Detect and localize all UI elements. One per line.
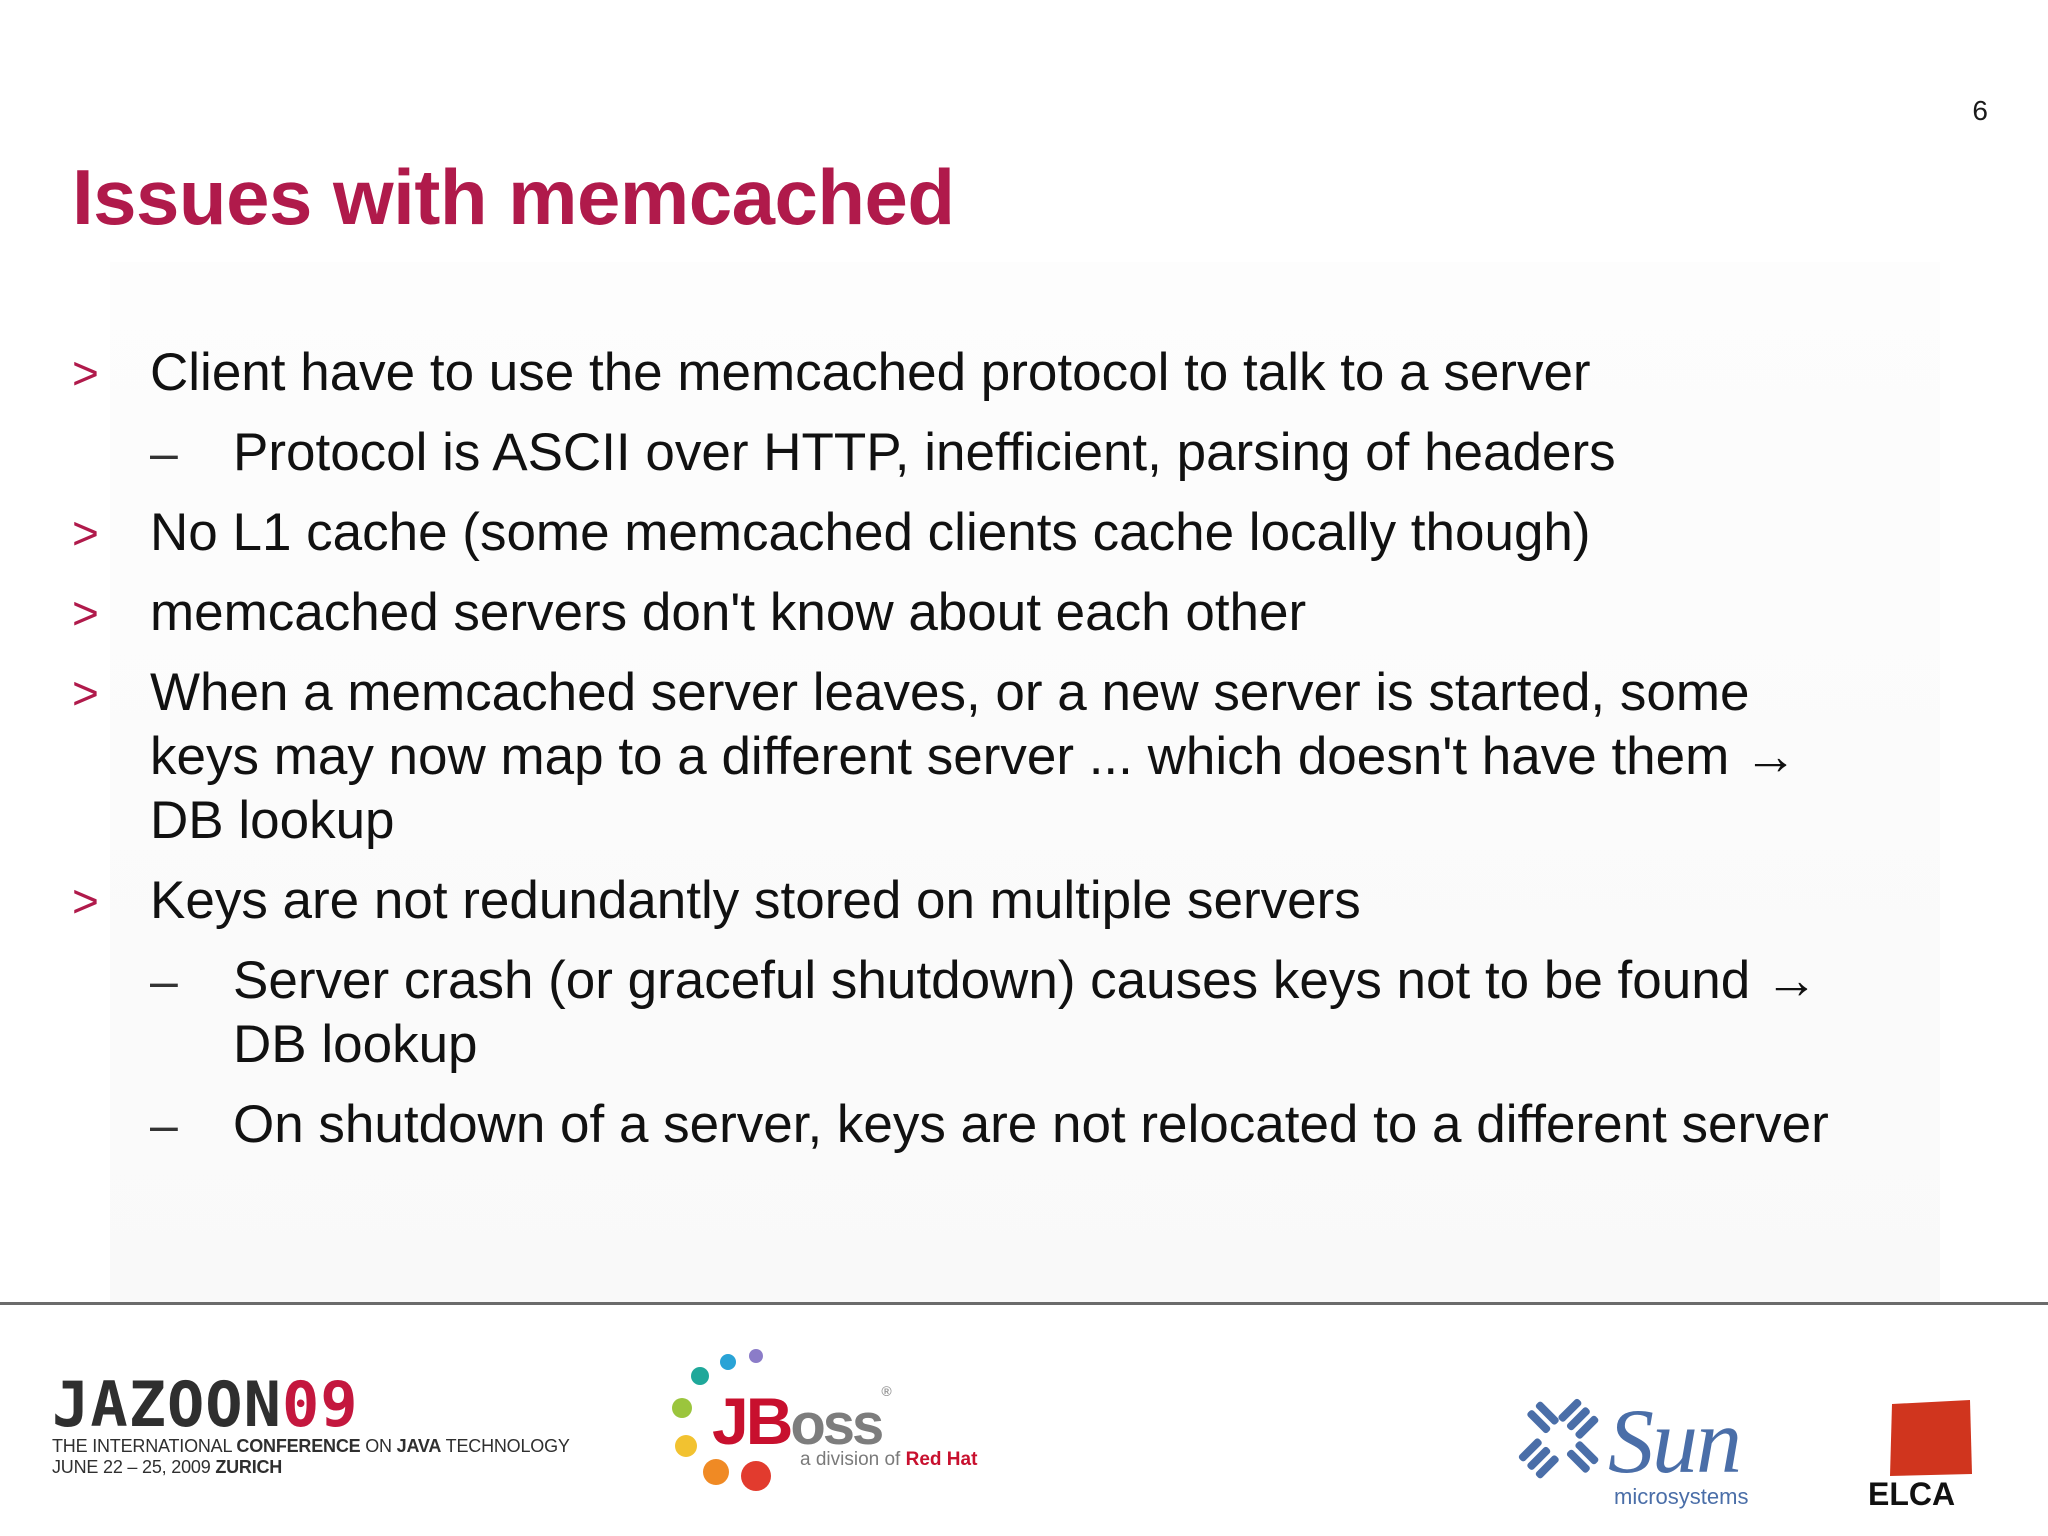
jazoon-dates-part: ZURICH	[215, 1457, 283, 1477]
sub-bullet-marker: –	[150, 425, 178, 481]
sub-bullet-text-continuation: DB lookup	[233, 1015, 478, 1074]
jazoon-tagline-part: JAVA	[396, 1436, 442, 1456]
footer-divider	[0, 1302, 2048, 1305]
bullet-text-continuation: DB lookup	[150, 791, 395, 850]
jboss-word-part: oss	[790, 1392, 882, 1457]
jazoon-dates-part: JUNE 22 – 25, 2009	[52, 1457, 216, 1477]
bullet-text: memcached servers don't know about each other	[150, 583, 1307, 642]
bullet-marker: >	[72, 507, 99, 559]
bullet-text: Client have to use the memcached protocol to talk to a server	[150, 343, 1591, 402]
bullet-text: No L1 cache (some memcached clients cache locally though)	[150, 503, 1591, 562]
jboss-tagline-part: a division of	[800, 1449, 906, 1470]
slide-number: 6	[1972, 95, 1988, 126]
sub-bullet-text: On shutdown of a server, keys are not relocated to a different server	[233, 1095, 1829, 1154]
slide-title: Issues with memcached	[72, 153, 955, 241]
elca-square-icon	[1888, 1400, 1974, 1478]
bullet-marker: >	[72, 875, 99, 927]
bullet-marker: >	[72, 667, 99, 719]
jazoon-dates	[52, 1457, 282, 1478]
jazoon-tagline-part: TECHNOLOGY	[441, 1436, 570, 1456]
sub-bullet-text: Server crash (or graceful shutdown) causes keys not to be found →	[233, 951, 1818, 1010]
jazoon-tagline-part: THE INTERNATIONAL	[52, 1436, 237, 1456]
jazoon-tagline-part: CONFERENCE	[236, 1436, 361, 1456]
jazoon-tagline-part: ON	[360, 1436, 397, 1456]
jazoon-word: JAZOON	[52, 1368, 282, 1441]
elca-wordmark: ELCA	[1868, 1476, 1956, 1512]
sub-bullet-marker: –	[150, 1097, 178, 1153]
bullet-text: When a memcached server leaves, or a new server is started, some	[150, 663, 1750, 722]
sun-wordmark: Sun	[1608, 1390, 1740, 1492]
jazoon-tagline	[52, 1436, 570, 1457]
sun-emblem-icon	[1512, 1392, 1608, 1488]
registered-mark: ®	[881, 1383, 889, 1399]
jboss-word-part: JB	[712, 1384, 791, 1458]
jazoon-wordmark	[52, 1368, 359, 1441]
jboss-tagline-part: Red Hat	[905, 1449, 978, 1470]
bullet-marker: >	[72, 347, 99, 399]
jboss-wordmark	[712, 1383, 889, 1459]
sub-bullet-text: Protocol is ASCII over HTTP, inefficient, parsing of headers	[233, 423, 1616, 482]
sun-subtitle: microsystems	[1614, 1484, 1749, 1509]
jboss-tagline	[800, 1449, 977, 1471]
sub-bullet-marker: –	[150, 953, 178, 1009]
jazoon-year: 09	[281, 1368, 359, 1441]
bullet-text: Keys are not redundantly stored on multiple servers	[150, 871, 1361, 930]
bullet-text-continuation: keys may now map to a different server ... which doesn't have them →	[150, 727, 1798, 786]
bullet-marker: >	[72, 587, 99, 639]
